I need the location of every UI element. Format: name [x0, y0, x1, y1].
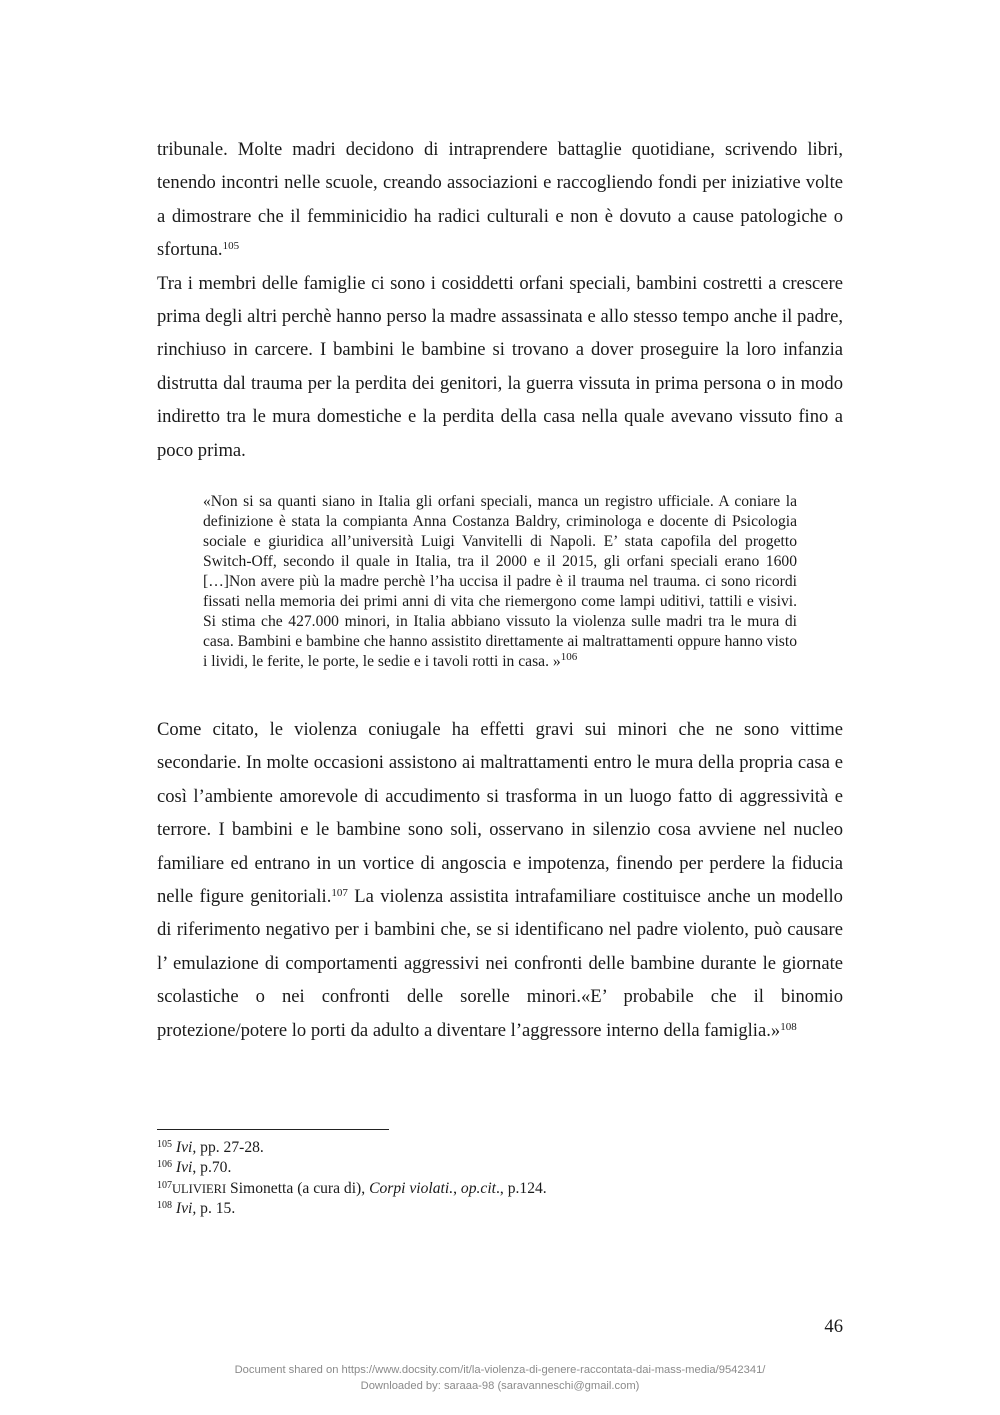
footnote-number: 108 [157, 1199, 172, 1211]
paragraph-3-text-a: Come citato, le violenza coniugale ha effetti gravi sui minori che ne sono vittime secondarie. In molte occasioni assistono ai maltrattamenti entro le mura della propria casa e così l’ambiente amorevole di accudimento si trasforma in un luogo fatto di aggressività e terrore. I bambini e le bambine sono soli, osservano in silenzio cosa avviene nel nucleo familiare ed entrano in un vortice di angoscia e impotenza, finendo per perdere la fiducia nelle figure genitoriali. [157, 719, 843, 908]
footnote-ibid: Ivi [175, 1159, 193, 1177]
paragraph-1 [157, 133, 843, 267]
paragraph-1-text: tribunale. Molte madri decidono di intraprendere battaglie quotidiane, scrivendo libri, tenendo incontri nelle scuole, creando associazioni e raccogliendo fondi per iniziative volte a dimostrare che il femminicidio ha radici culturali e non è dovuto a cause patologiche o sfortuna. [157, 139, 843, 261]
footnote-ref-105[interactable]: 105 [222, 240, 240, 253]
footnote-author-rest: Simonetta (a cura di), [226, 1179, 370, 1197]
footnote-separator [157, 1129, 389, 1130]
body-paragraphs-bottom [157, 713, 843, 1047]
footnote-book-title: Corpi violati. [369, 1179, 454, 1197]
block-quote-text: «Non si sa quanti siano in Italia gli orfani speciali, manca un registro ufficiale. A coniare la definizione è stata la compianta Anna Costanza Baldry, criminologa e docente di Psicologia sociale e giuridica all’università Luigi Vanvitelli di Napoli. E’ stata capofila del progetto Switch-Off, secondo il quale in Italia, tra il 2000 e il 2015, gli orfani speciali erano 1600 […]Non avere più la madre perchè l’ha uccisa il padre è il trauma nel trauma. ci sono ricordi fissati nella memoria dei primi anni di vita che riemergono come lampi uditivi, tattili e visivi. Si stima che 427.000 minori, in Italia abbiano vissuto la violenza sulle madri tra le mura di casa. Bambini e bambine che hanno assistito direttamente ai maltrattamenti oppure hanno visto i lividi, le ferite, le porte, le sedie e i tavoli rotti in casa. » [203, 493, 797, 670]
footnote-105 [157, 1138, 547, 1158]
footnote-ibid: Ivi, [175, 1199, 197, 1217]
download-notice: Downloaded by: saraaa-98 (saravanneschi@gmail.com) [360, 1380, 640, 1392]
footnote-pages: ., p.124. [496, 1179, 547, 1197]
footnote-ibid: Ivi, [175, 1139, 197, 1156]
footnote-ref-106[interactable]: 106 [560, 651, 578, 663]
footnote-ref-107[interactable]: 107 [331, 887, 348, 900]
footnote-author-surname: ULIVIERI [172, 1181, 227, 1196]
footnote-pages: , p.70. [192, 1159, 232, 1177]
block-quote [203, 492, 797, 672]
footnote-number: 106 [157, 1159, 172, 1171]
footnote-number: 105 [157, 1139, 172, 1150]
page-number: 46 [824, 1316, 843, 1337]
footnote-ref-108[interactable]: 108 [780, 1020, 797, 1033]
paragraph-3-text-b: La violenza assistita intrafamiliare costituisce anche un modello di riferimento negativo per i bambini che, se si identificano nel padre violento, può causare l’ emulazione di comportamenti aggressivi nei confronti delle bambine durante le giornate scolastiche o nei confronti delle sorelle minori.«E’ probabile che il binomio protezione/potere lo porti da adulto a diventare l’aggressore interno della famiglia.» [157, 886, 843, 1041]
footnotes [157, 1138, 547, 1219]
footnote-separator-text: , [453, 1179, 461, 1197]
footnote-106 [157, 1158, 547, 1178]
footnote-108 [157, 1199, 547, 1219]
body-paragraphs-top [157, 133, 843, 467]
footnote-107 [157, 1179, 547, 1199]
footnote-opcit: op.cit [460, 1179, 496, 1197]
docsity-share-notice: Document shared on https://www.docsity.com/it/la-violenza-di-genere-raccontata-dai-mass-media/9542341/ [234, 1364, 766, 1376]
footnote-pages: pp. 27-28. [196, 1139, 264, 1156]
footnote-pages: p. 15. [196, 1199, 236, 1217]
paragraph-3 [157, 713, 843, 1047]
footnote-number: 107 [157, 1179, 172, 1191]
paragraph-2: Tra i membri delle famiglie ci sono i cosiddetti orfani speciali, bambini costretti a crescere prima degli altri perchè hanno perso la madre assassinata e allo stesso tempo anche il padre, rinchiuso in carcere. I bambini le bambine si trovano a dover proseguire la loro infanzia distrutta dal trauma per la perdita dei genitori, la guerra vissuta in prima persona o in modo indiretto tra le mura domestiche e la perdita della casa nella quale avevano vissuto fino a poco prima. [157, 272, 843, 461]
